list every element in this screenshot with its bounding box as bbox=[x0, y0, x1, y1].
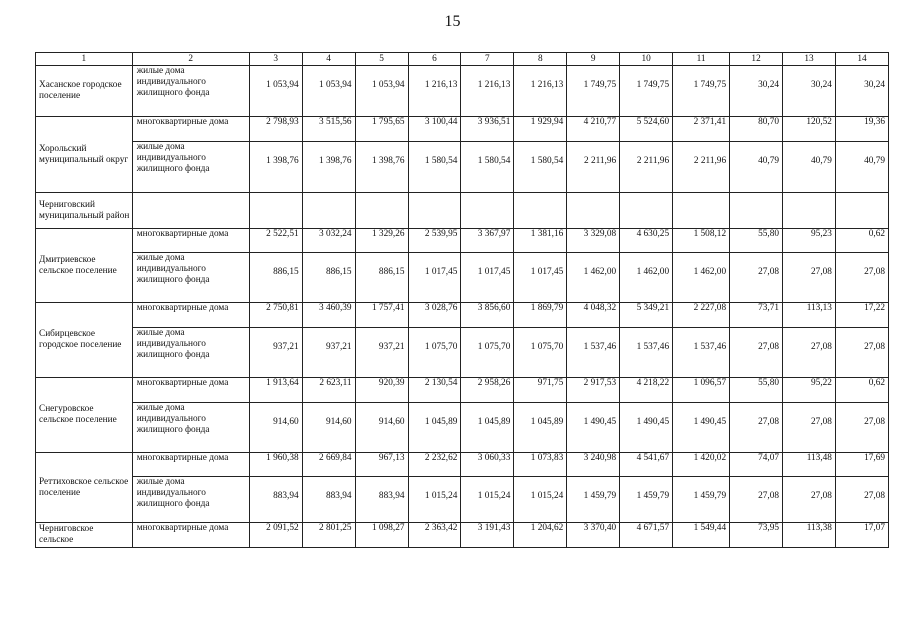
column-number-header: 6 bbox=[408, 53, 461, 66]
value-cell: 27,08 bbox=[835, 403, 888, 453]
column-number-header: 4 bbox=[302, 53, 355, 66]
value-cell: 3 856,60 bbox=[461, 303, 514, 328]
value-cell: 0,62 bbox=[835, 378, 888, 403]
value-cell: 1 053,94 bbox=[302, 66, 355, 117]
value-cell: 1 015,24 bbox=[514, 477, 567, 523]
territory-cell: Сибирцевское городское поселение bbox=[36, 303, 133, 378]
value-cell: 4 218,22 bbox=[620, 378, 673, 403]
value-cell: 937,21 bbox=[355, 328, 408, 378]
value-cell: 1 749,75 bbox=[673, 66, 730, 117]
value-cell: 40,79 bbox=[783, 142, 836, 193]
value-cell: 4 541,67 bbox=[620, 453, 673, 477]
table-row bbox=[36, 523, 889, 548]
table-row bbox=[36, 66, 889, 117]
table-row bbox=[36, 117, 889, 142]
housing-type-cell: жилые дома индивидуального жилищного фонда bbox=[132, 66, 249, 117]
value-cell: 1 015,24 bbox=[461, 477, 514, 523]
value-cell: 2 232,62 bbox=[408, 453, 461, 477]
value-cell: 1 398,76 bbox=[302, 142, 355, 193]
table-row bbox=[36, 303, 889, 328]
column-number-header: 7 bbox=[461, 53, 514, 66]
table-row bbox=[36, 403, 889, 453]
value-cell: 1 398,76 bbox=[355, 142, 408, 193]
value-cell: 19,36 bbox=[835, 117, 888, 142]
value-cell bbox=[514, 193, 567, 229]
value-cell: 1 459,79 bbox=[673, 477, 730, 523]
value-cell: 27,08 bbox=[835, 477, 888, 523]
column-number-header: 5 bbox=[355, 53, 408, 66]
value-cell: 3 100,44 bbox=[408, 117, 461, 142]
value-cell: 2 539,95 bbox=[408, 229, 461, 253]
value-cell: 73,71 bbox=[730, 303, 783, 328]
value-cell: 1 869,79 bbox=[514, 303, 567, 328]
value-cell: 1 490,45 bbox=[567, 403, 620, 453]
value-cell: 120,52 bbox=[783, 117, 836, 142]
value-cell: 1 537,46 bbox=[620, 328, 673, 378]
value-cell: 4 630,25 bbox=[620, 229, 673, 253]
value-cell bbox=[408, 193, 461, 229]
value-cell: 1 045,89 bbox=[408, 403, 461, 453]
housing-type-cell: жилые дома индивидуального жилищного фонда bbox=[132, 403, 249, 453]
column-number-header: 14 bbox=[835, 53, 888, 66]
value-cell: 1 398,76 bbox=[249, 142, 302, 193]
value-cell: 40,79 bbox=[730, 142, 783, 193]
value-cell: 27,08 bbox=[730, 403, 783, 453]
value-cell: 1 580,54 bbox=[408, 142, 461, 193]
value-cell: 883,94 bbox=[302, 477, 355, 523]
value-cell: 1 045,89 bbox=[514, 403, 567, 453]
value-cell: 1 749,75 bbox=[620, 66, 673, 117]
value-cell: 1 508,12 bbox=[673, 229, 730, 253]
value-cell bbox=[620, 193, 673, 229]
value-cell: 27,08 bbox=[783, 328, 836, 378]
value-cell: 2 130,54 bbox=[408, 378, 461, 403]
value-cell: 1 462,00 bbox=[620, 253, 673, 303]
value-cell: 1 490,45 bbox=[673, 403, 730, 453]
value-cell: 5 349,21 bbox=[620, 303, 673, 328]
territory-cell: Черниговское сельское bbox=[36, 523, 133, 548]
value-cell: 113,13 bbox=[783, 303, 836, 328]
value-cell: 1 459,79 bbox=[620, 477, 673, 523]
value-cell: 1 749,75 bbox=[567, 66, 620, 117]
page-number: 15 bbox=[444, 13, 461, 30]
header-row bbox=[36, 53, 889, 66]
value-cell: 1 795,65 bbox=[355, 117, 408, 142]
housing-type-cell: многоквартирные дома bbox=[132, 453, 249, 477]
value-cell: 3 370,40 bbox=[567, 523, 620, 548]
column-number-header: 1 bbox=[36, 53, 133, 66]
value-cell: 74,07 bbox=[730, 453, 783, 477]
value-cell: 2 227,08 bbox=[673, 303, 730, 328]
value-cell: 2 623,11 bbox=[302, 378, 355, 403]
value-cell: 3 032,24 bbox=[302, 229, 355, 253]
value-cell: 914,60 bbox=[302, 403, 355, 453]
table-row bbox=[36, 477, 889, 523]
column-number-header: 3 bbox=[249, 53, 302, 66]
territory-cell: Реттиховское сельское поселение bbox=[36, 453, 133, 523]
value-cell: 27,08 bbox=[783, 477, 836, 523]
value-cell bbox=[730, 193, 783, 229]
value-cell: 1 420,02 bbox=[673, 453, 730, 477]
column-number-header: 12 bbox=[730, 53, 783, 66]
value-cell bbox=[302, 193, 355, 229]
value-cell: 2 211,96 bbox=[620, 142, 673, 193]
value-cell: 3 460,39 bbox=[302, 303, 355, 328]
value-cell: 1 053,94 bbox=[355, 66, 408, 117]
value-cell: 886,15 bbox=[355, 253, 408, 303]
column-number-header: 8 bbox=[514, 53, 567, 66]
housing-type-cell: жилые дома индивидуального жилищного фонда bbox=[132, 142, 249, 193]
housing-type-cell: жилые дома индивидуального жилищного фонда bbox=[132, 328, 249, 378]
value-cell bbox=[461, 193, 514, 229]
value-cell: 27,08 bbox=[730, 253, 783, 303]
value-cell: 95,23 bbox=[783, 229, 836, 253]
value-cell: 113,48 bbox=[783, 453, 836, 477]
value-cell bbox=[355, 193, 408, 229]
value-cell: 1 075,70 bbox=[514, 328, 567, 378]
value-cell: 30,24 bbox=[783, 66, 836, 117]
value-cell: 27,08 bbox=[783, 403, 836, 453]
value-cell bbox=[783, 193, 836, 229]
value-cell: 3 367,97 bbox=[461, 229, 514, 253]
value-cell: 937,21 bbox=[302, 328, 355, 378]
value-cell: 1 073,83 bbox=[514, 453, 567, 477]
value-cell: 5 524,60 bbox=[620, 117, 673, 142]
value-cell: 1 757,41 bbox=[355, 303, 408, 328]
value-cell: 914,60 bbox=[249, 403, 302, 453]
table-row bbox=[36, 378, 889, 403]
value-cell: 17,07 bbox=[835, 523, 888, 548]
value-cell: 1 045,89 bbox=[461, 403, 514, 453]
value-cell: 1 015,24 bbox=[408, 477, 461, 523]
territory-cell: Хорольский муниципальный округ bbox=[36, 117, 133, 193]
value-cell: 4 210,77 bbox=[567, 117, 620, 142]
value-cell: 55,80 bbox=[730, 378, 783, 403]
value-cell: 2 363,42 bbox=[408, 523, 461, 548]
housing-type-cell: многоквартирные дома bbox=[132, 378, 249, 403]
value-cell: 2 958,26 bbox=[461, 378, 514, 403]
table-row bbox=[36, 253, 889, 303]
value-cell bbox=[673, 193, 730, 229]
value-cell: 2 798,93 bbox=[249, 117, 302, 142]
value-cell: 2 371,41 bbox=[673, 117, 730, 142]
value-cell: 1 216,13 bbox=[461, 66, 514, 117]
value-cell: 2 091,52 bbox=[249, 523, 302, 548]
value-cell: 1 462,00 bbox=[567, 253, 620, 303]
value-cell: 3 329,08 bbox=[567, 229, 620, 253]
value-cell: 3 191,43 bbox=[461, 523, 514, 548]
value-cell: 30,24 bbox=[730, 66, 783, 117]
value-cell: 1 096,57 bbox=[673, 378, 730, 403]
value-cell: 2 750,81 bbox=[249, 303, 302, 328]
housing-type-cell: многоквартирные дома bbox=[132, 523, 249, 548]
value-cell: 1 490,45 bbox=[620, 403, 673, 453]
territory-cell: Дмитриевское сельское поселение bbox=[36, 229, 133, 303]
value-cell: 1 960,38 bbox=[249, 453, 302, 477]
value-cell: 2 669,84 bbox=[302, 453, 355, 477]
value-cell: 1 580,54 bbox=[514, 142, 567, 193]
value-cell: 1 017,45 bbox=[408, 253, 461, 303]
table-row bbox=[36, 193, 889, 229]
value-cell: 1 204,62 bbox=[514, 523, 567, 548]
table-row bbox=[36, 142, 889, 193]
table-row bbox=[36, 229, 889, 253]
value-cell: 1 216,13 bbox=[408, 66, 461, 117]
value-cell: 2 211,96 bbox=[673, 142, 730, 193]
column-number-header: 11 bbox=[673, 53, 730, 66]
value-cell: 17,69 bbox=[835, 453, 888, 477]
value-cell: 3 028,76 bbox=[408, 303, 461, 328]
value-cell: 55,80 bbox=[730, 229, 783, 253]
value-cell: 1 017,45 bbox=[514, 253, 567, 303]
value-cell: 2 522,51 bbox=[249, 229, 302, 253]
value-cell: 1 329,26 bbox=[355, 229, 408, 253]
housing-type-cell: жилые дома индивидуального жилищного фонда bbox=[132, 253, 249, 303]
value-cell: 27,08 bbox=[730, 477, 783, 523]
value-cell: 1 075,70 bbox=[461, 328, 514, 378]
value-cell: 40,79 bbox=[835, 142, 888, 193]
value-cell: 3 240,98 bbox=[567, 453, 620, 477]
housing-type-cell bbox=[132, 193, 249, 229]
value-cell: 2 211,96 bbox=[567, 142, 620, 193]
value-cell: 2 801,25 bbox=[302, 523, 355, 548]
value-cell: 27,08 bbox=[783, 253, 836, 303]
value-cell: 1 216,13 bbox=[514, 66, 567, 117]
value-cell: 937,21 bbox=[249, 328, 302, 378]
value-cell: 914,60 bbox=[355, 403, 408, 453]
value-cell: 1 017,45 bbox=[461, 253, 514, 303]
housing-type-cell: жилые дома индивидуального жилищного фонда bbox=[132, 477, 249, 523]
housing-type-cell: многоквартирные дома bbox=[132, 303, 249, 328]
value-cell: 1 075,70 bbox=[408, 328, 461, 378]
value-cell: 3 515,56 bbox=[302, 117, 355, 142]
value-cell: 4 671,57 bbox=[620, 523, 673, 548]
value-cell: 80,70 bbox=[730, 117, 783, 142]
value-cell: 1 098,27 bbox=[355, 523, 408, 548]
housing-type-cell: многоквартирные дома bbox=[132, 229, 249, 253]
value-cell: 30,24 bbox=[835, 66, 888, 117]
value-cell: 967,13 bbox=[355, 453, 408, 477]
value-cell: 883,94 bbox=[249, 477, 302, 523]
value-cell: 971,75 bbox=[514, 378, 567, 403]
value-cell bbox=[249, 193, 302, 229]
value-cell: 113,38 bbox=[783, 523, 836, 548]
value-cell: 27,08 bbox=[835, 328, 888, 378]
value-cell: 3 060,33 bbox=[461, 453, 514, 477]
value-cell: 1 537,46 bbox=[673, 328, 730, 378]
territory-cell: Черниговский муниципальный район bbox=[36, 193, 133, 229]
table-row bbox=[36, 453, 889, 477]
value-cell: 1 053,94 bbox=[249, 66, 302, 117]
column-number-header: 13 bbox=[783, 53, 836, 66]
value-cell: 17,22 bbox=[835, 303, 888, 328]
value-cell: 886,15 bbox=[302, 253, 355, 303]
value-cell: 1 459,79 bbox=[567, 477, 620, 523]
value-cell: 73,95 bbox=[730, 523, 783, 548]
value-cell: 1 537,46 bbox=[567, 328, 620, 378]
value-cell: 27,08 bbox=[835, 253, 888, 303]
table-row bbox=[36, 328, 889, 378]
value-cell: 1 462,00 bbox=[673, 253, 730, 303]
value-cell bbox=[835, 193, 888, 229]
value-cell: 27,08 bbox=[730, 328, 783, 378]
column-number-header: 9 bbox=[567, 53, 620, 66]
value-cell: 95,22 bbox=[783, 378, 836, 403]
value-cell: 883,94 bbox=[355, 477, 408, 523]
value-cell: 3 936,51 bbox=[461, 117, 514, 142]
territory-cell: Снегуровское сельское поселение bbox=[36, 378, 133, 453]
value-cell: 0,62 bbox=[835, 229, 888, 253]
value-cell: 886,15 bbox=[249, 253, 302, 303]
tariff-table bbox=[35, 52, 889, 548]
column-number-header: 2 bbox=[132, 53, 249, 66]
column-number-header: 10 bbox=[620, 53, 673, 66]
housing-type-cell: многоквартирные дома bbox=[132, 117, 249, 142]
value-cell: 920,39 bbox=[355, 378, 408, 403]
value-cell: 1 580,54 bbox=[461, 142, 514, 193]
value-cell bbox=[567, 193, 620, 229]
value-cell: 1 381,16 bbox=[514, 229, 567, 253]
value-cell: 1 929,94 bbox=[514, 117, 567, 142]
value-cell: 1 549,44 bbox=[673, 523, 730, 548]
value-cell: 2 917,53 bbox=[567, 378, 620, 403]
value-cell: 1 913,64 bbox=[249, 378, 302, 403]
value-cell: 4 048,32 bbox=[567, 303, 620, 328]
territory-cell: Хасанское городское поселение bbox=[36, 66, 133, 117]
